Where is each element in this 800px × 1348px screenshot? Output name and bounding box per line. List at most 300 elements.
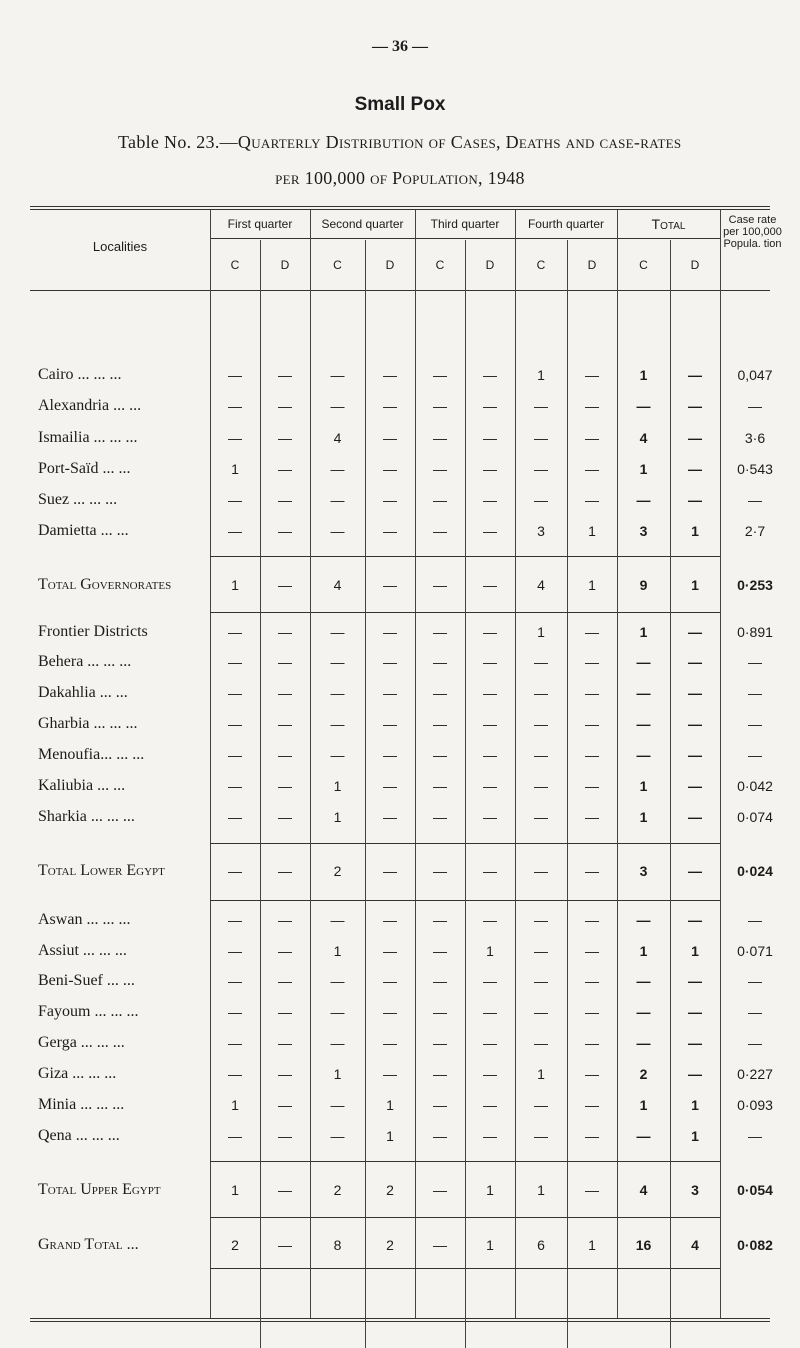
deaths-cell: — [483,685,497,701]
total-rule [210,1161,720,1162]
cases-cell: — [433,367,447,383]
cases-cell: — [433,1097,447,1113]
deaths-cell: — [278,1237,292,1253]
case-rate-cell: 0,047 [737,367,773,383]
header-deaths: D [280,258,290,272]
deaths-cell: — [278,973,292,989]
locality-name: Alexandria ... ... [38,397,142,414]
cases-cell: 1 [231,461,239,477]
case-rate-cell: 0·024 [737,863,773,879]
deaths-cell: — [483,367,497,383]
cases-cell: — [636,747,651,763]
cases-cell: 2 [333,863,342,879]
cases-cell: — [636,1004,651,1020]
deaths-cell: — [688,398,702,414]
table-number: Table No. 23.— [118,132,238,152]
header-cases: C [333,258,342,272]
cases-cell: 1 [537,624,545,640]
case-rate-cell: — [748,973,762,989]
cases-cell: 3 [639,863,648,879]
cases-cell: — [330,747,345,763]
deaths-cell: — [585,1066,599,1082]
locality-name: Ismailia ... ... ... [38,429,138,446]
cases-cell: — [433,492,447,508]
page-heading: Small Pox [354,94,446,115]
cases-cell: — [636,492,651,508]
cases-cell: — [228,398,242,414]
deaths-cell: — [585,778,599,794]
table-row [0,804,800,830]
header-group: Second quarter [321,217,404,231]
cases-cell: 2 [333,1182,342,1198]
cases-cell: 3 [537,523,545,539]
locality-name: Total Lower Egypt [38,862,165,879]
table-row [0,487,800,513]
cases-cell: — [433,943,447,959]
case-rate-cell: 0·071 [737,943,773,959]
deaths-cell: 1 [691,577,699,593]
cases-cell: — [636,1128,651,1144]
deaths-cell: — [278,1004,292,1020]
deaths-cell: — [688,778,702,794]
table-total-row [0,572,800,598]
deaths-cell: — [383,461,397,477]
deaths-cell: — [278,430,292,446]
case-rate-cell: — [748,685,762,701]
table-row [0,907,800,933]
case-rate-cell: 0·074 [737,809,773,825]
deaths-cell: — [585,1004,599,1020]
cases-cell: 1 [333,943,342,959]
deaths-cell: — [278,624,292,640]
cases-cell: — [534,863,548,879]
header-deaths: D [385,258,395,272]
cases-cell: — [433,863,447,879]
deaths-cell: — [688,461,702,477]
cases-cell: — [433,973,447,989]
cases-cell: — [433,461,447,477]
deaths-cell: — [278,1128,292,1144]
locality-name: Total Governorates [38,576,172,593]
case-rate-cell: — [748,492,762,508]
deaths-cell: — [483,1004,497,1020]
header-cases: C [435,258,445,272]
cases-cell: — [433,577,447,593]
cases-cell: — [228,523,242,539]
table-total-row [0,858,800,884]
table-row [0,456,800,482]
header-deaths: D [587,258,597,272]
header-deaths: D [690,258,700,272]
table-row [0,1030,800,1056]
cases-cell: — [433,716,447,732]
cases-cell: — [228,1004,242,1020]
deaths-cell: — [585,973,599,989]
deaths-cell: — [585,912,599,928]
deaths-cell: — [688,654,702,670]
cases-cell: — [636,398,651,414]
deaths-cell: 1 [588,577,596,593]
cases-cell: — [330,1004,345,1020]
deaths-cell: — [383,747,397,763]
case-rate-cell: 0·227 [737,1066,773,1082]
cases-cell: — [330,685,345,701]
cases-cell: 1 [537,367,545,383]
deaths-cell: 1 [691,1097,699,1113]
cases-cell: 9 [639,577,648,593]
total-rule [210,900,720,901]
deaths-cell: — [278,863,292,879]
deaths-cell: — [383,912,397,928]
deaths-cell: — [383,1066,397,1082]
cases-cell: — [228,863,242,879]
cases-cell: — [636,654,651,670]
cases-cell: 1 [639,778,648,794]
deaths-cell: — [383,943,397,959]
cases-cell: — [534,1035,548,1051]
table-row [0,742,800,768]
deaths-cell: 1 [691,523,699,539]
deaths-cell: — [585,747,599,763]
locality-name: Total Upper Egypt [38,1181,161,1198]
locality-name: Behera ... ... ... [38,653,132,670]
deaths-cell: — [483,461,497,477]
deaths-cell: — [585,716,599,732]
locality-name: Minia ... ... ... [38,1096,125,1113]
deaths-cell: — [483,624,497,640]
case-rate-cell: 3·6 [744,430,766,446]
deaths-cell: — [688,912,702,928]
deaths-cell: — [585,624,599,640]
cases-cell: — [433,523,447,539]
locality-name: Frontier Districts [38,623,148,640]
header-group: Total [651,216,686,232]
cases-cell: — [433,430,447,446]
table-row [0,393,800,419]
table-row [0,999,800,1025]
deaths-cell: — [688,624,702,640]
deaths-cell: — [278,1182,292,1198]
cases-cell: — [534,973,548,989]
cases-cell: — [228,912,242,928]
cases-cell: — [330,492,345,508]
locality-name: Fayoum ... ... ... [38,1003,139,1020]
cases-cell: — [534,1097,548,1113]
locality-name: Port-Saïd ... ... [38,460,131,477]
deaths-cell: — [278,577,292,593]
cases-cell: — [330,461,345,477]
case-rate-cell: 0·093 [737,1097,773,1113]
locality-name: Aswan ... ... ... [38,911,131,928]
header-localities: Localities [92,239,148,254]
cases-cell: 16 [635,1237,652,1253]
deaths-cell: 1 [691,943,699,959]
quarter-sub-rule [210,238,720,239]
cases-cell: — [534,654,548,670]
cases-cell: 2 [639,1066,648,1082]
cases-cell: 1 [231,1097,239,1113]
deaths-cell: — [383,577,397,593]
cases-cell: — [636,685,651,701]
case-rate-cell: — [748,398,762,414]
cases-cell: 3 [639,523,648,539]
deaths-cell: — [688,1066,702,1082]
deaths-cell: — [383,973,397,989]
header-group: Fourth quarter [527,217,605,231]
cases-cell: — [534,747,548,763]
top-rule [30,209,770,210]
deaths-cell: — [585,1035,599,1051]
cases-cell: — [636,912,651,928]
deaths-cell: — [688,747,702,763]
cases-cell: 1 [639,809,648,825]
table-row [0,968,800,994]
deaths-cell: — [278,461,292,477]
deaths-cell: — [585,863,599,879]
deaths-cell: — [483,430,497,446]
cases-cell: — [534,943,548,959]
cases-cell: 1 [639,461,648,477]
case-rate-cell: — [748,1128,762,1144]
page-number: — 36 — [372,38,428,55]
cases-cell: — [228,624,242,640]
deaths-cell: — [383,654,397,670]
table-row [0,362,800,388]
deaths-cell: — [585,809,599,825]
deaths-cell: — [383,778,397,794]
cases-cell: — [330,624,345,640]
cases-cell: — [433,685,447,701]
cases-cell: — [330,716,345,732]
cases-cell: — [228,747,242,763]
deaths-cell: 1 [486,1182,494,1198]
bottom-double-rule [30,1321,770,1322]
cases-cell: — [228,1066,242,1082]
header-group: Third quarter [430,217,500,231]
deaths-cell: — [585,430,599,446]
cases-cell: — [433,1237,447,1253]
deaths-cell: — [278,912,292,928]
table-row [0,680,800,706]
deaths-cell: 1 [588,1237,596,1253]
deaths-cell: — [483,523,497,539]
case-rate-cell: 0·253 [737,577,773,593]
deaths-cell: — [383,624,397,640]
deaths-cell: — [278,1035,292,1051]
deaths-cell: — [383,398,397,414]
cases-cell: — [228,492,242,508]
deaths-cell: — [585,398,599,414]
cases-cell: — [228,943,242,959]
deaths-cell: — [483,778,497,794]
cases-cell: — [433,1004,447,1020]
cases-cell: — [228,1128,242,1144]
deaths-cell: — [483,654,497,670]
cases-cell: 6 [537,1237,545,1253]
table-row [0,1061,800,1087]
total-rule [210,843,720,844]
deaths-cell: — [688,1035,702,1051]
deaths-cell: — [483,809,497,825]
header-cases: C [639,258,648,272]
deaths-cell: — [383,809,397,825]
deaths-cell: — [585,654,599,670]
deaths-cell: — [585,492,599,508]
table-row [0,619,800,645]
cases-cell: 1 [333,809,342,825]
table-caption-line2: per 100,000 of Population, 1948 [275,168,525,188]
total-rule [210,1217,720,1218]
table-title: Quarterly Distribution of Cases, Deaths and case-rates [237,132,682,152]
cases-cell: 1 [639,367,648,383]
cases-cell: — [433,778,447,794]
deaths-cell: 3 [691,1182,699,1198]
deaths-cell: — [688,685,702,701]
deaths-cell: — [278,654,292,670]
cases-cell: — [636,1035,651,1051]
deaths-cell: — [278,1097,292,1113]
deaths-cell: — [585,1128,599,1144]
cases-cell: 2 [231,1237,239,1253]
deaths-cell: — [585,1182,599,1198]
deaths-cell: — [483,1066,497,1082]
deaths-cell: — [383,430,397,446]
deaths-cell: — [278,809,292,825]
cases-cell: 1 [639,943,648,959]
table-total-row [0,1177,800,1203]
deaths-cell: — [585,367,599,383]
case-rate-cell: 0·042 [737,778,773,794]
locality-name: Kaliubia ... ... [38,777,126,794]
locality-name: Gerga ... ... ... [38,1034,125,1051]
deaths-cell: 4 [691,1237,699,1253]
deaths-cell: 1 [386,1128,394,1144]
deaths-cell: 2 [386,1182,394,1198]
cases-cell: — [534,685,548,701]
locality-name: Sharkia ... ... ... [38,808,135,825]
deaths-cell: — [585,943,599,959]
cases-cell: 8 [333,1237,342,1253]
cases-cell: — [330,1035,345,1051]
deaths-cell: — [278,747,292,763]
cases-cell: — [534,430,548,446]
locality-name: Qena ... ... ... [38,1127,120,1144]
table-row [0,649,800,675]
header-cases: C [230,258,240,272]
deaths-cell: — [278,943,292,959]
cases-cell: — [534,778,548,794]
cases-cell: — [228,654,242,670]
cases-cell: 1 [639,624,648,640]
deaths-cell: — [483,1035,497,1051]
deaths-cell: — [585,461,599,477]
cases-cell: — [534,809,548,825]
locality-name: Damietta ... ... [38,522,129,539]
deaths-cell: — [383,523,397,539]
deaths-cell: — [688,863,702,879]
cases-cell: — [433,624,447,640]
cases-cell: — [433,398,447,414]
deaths-cell: — [483,1128,497,1144]
locality-name: Gharbia ... ... ... [38,715,138,732]
deaths-cell: — [585,685,599,701]
deaths-cell: — [688,492,702,508]
cases-cell: — [228,809,242,825]
bottom-rule [30,1318,770,1319]
deaths-cell: — [278,492,292,508]
deaths-cell: — [383,1035,397,1051]
deaths-cell: — [483,577,497,593]
case-rate-cell: — [748,747,762,763]
cases-cell: 4 [537,577,545,593]
cases-cell: — [228,430,242,446]
cases-cell: — [534,492,548,508]
deaths-cell: — [483,973,497,989]
cases-cell: — [433,654,447,670]
case-rate-cell: 2·7 [744,523,766,539]
deaths-cell: — [483,398,497,414]
deaths-cell: — [278,685,292,701]
cases-cell: — [433,809,447,825]
cases-cell: — [330,367,345,383]
deaths-cell: — [278,778,292,794]
deaths-cell: — [483,716,497,732]
locality-name: Suez ... ... ... [38,491,118,508]
cases-cell: — [433,1035,447,1051]
table-row [0,711,800,737]
deaths-cell: — [483,1097,497,1113]
table-caption-line1 [118,132,681,153]
cases-cell: — [433,912,447,928]
deaths-cell: — [383,863,397,879]
deaths-cell: — [483,863,497,879]
locality-name: Cairo ... ... ... [38,366,122,383]
cases-cell: — [534,1128,548,1144]
deaths-cell: — [688,367,702,383]
cases-cell: 1 [231,577,239,593]
total-rule [210,612,720,613]
cases-cell: — [433,1066,447,1082]
locality-name: Beni-Suef ... ... [38,972,135,989]
deaths-cell: — [688,809,702,825]
case-rate-cell: 0·082 [737,1237,773,1253]
header-deaths: D [485,258,495,272]
cases-cell: 4 [639,430,648,446]
deaths-cell: — [383,492,397,508]
case-rate-cell: — [748,716,762,732]
cases-cell: — [330,398,345,414]
table-row [0,1092,800,1118]
deaths-cell: — [688,716,702,732]
deaths-cell: 1 [486,943,494,959]
locality-name: Dakahlia ... ... [38,684,128,701]
cases-cell: — [228,1035,242,1051]
case-rate-cell: 0·543 [737,461,773,477]
cases-cell: — [330,654,345,670]
header-case-rate: Case rate per 100,000 Popula. tion [723,214,782,250]
deaths-cell: — [688,973,702,989]
deaths-cell: — [278,523,292,539]
cases-cell: — [534,398,548,414]
cases-cell: — [228,685,242,701]
deaths-cell: — [383,685,397,701]
case-rate-cell: 0·891 [737,624,773,640]
header-group: First quarter [227,217,293,231]
cases-cell: 4 [639,1182,648,1198]
cases-cell: — [228,367,242,383]
header-bottom-rule [30,290,770,291]
locality-name: Assiut ... ... ... [38,942,127,959]
